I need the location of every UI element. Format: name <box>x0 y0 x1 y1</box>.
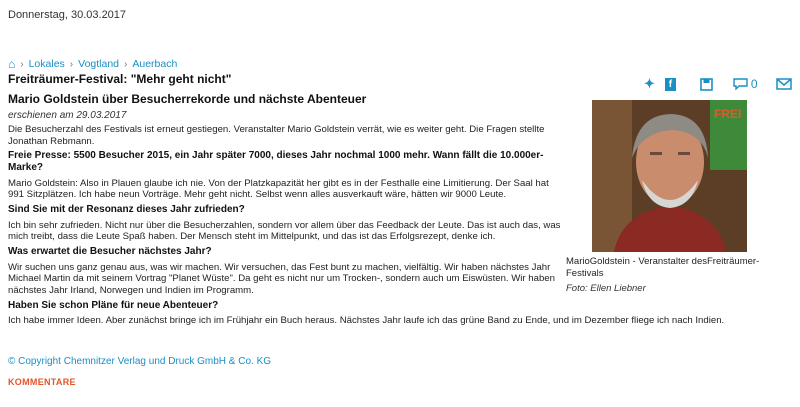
breadcrumb-vogtland[interactable]: Vogtland <box>78 58 120 70</box>
breadcrumb-auerbach[interactable]: Auerbach <box>132 58 178 70</box>
photo-caption: MarioGoldstein - Veranstalter desFreiträumer-Festivals <box>566 256 760 279</box>
interview-question: Freie Presse: 5500 Besucher 2015, ein Jahr später 7000, dieses Jahr nochmal 1000 mehr. Wann fällt die 10.000er-Marke? <box>8 150 544 173</box>
share-toolbar <box>644 76 792 92</box>
facebook-icon[interactable]: f <box>665 78 676 91</box>
photo-sign-text: FREI <box>714 107 742 121</box>
interview-question: Sind Sie mit der Resonanz dieses Jahr zufrieden? <box>8 203 245 215</box>
article-headline: Mario Goldstein über Besucherrekorde und nächste Abenteuer <box>8 92 367 106</box>
comment-count: 0 <box>750 77 758 91</box>
home-icon[interactable]: ⌂ <box>8 57 16 71</box>
breadcrumb-lokales[interactable]: Lokales <box>28 58 65 70</box>
interview-answer: Ich habe immer Ideen. Aber zunächst bringe ich im Frühjahr ein Buch heraus. Nächstes Jahr laufe ich das grüne Band zu Ende, und im Dezember fliege ich nach Indien. <box>8 315 725 327</box>
chevron-right-icon: › <box>69 58 74 70</box>
chevron-right-icon: › <box>124 58 128 70</box>
article-intro: Die Besucherzahl des Festivals ist erneut gestiegen. Veranstalter Mario Goldstein verrät, wie es weiter geht. Die Fragen stellte Jonathan Rebmann. <box>8 124 545 147</box>
article-photo[interactable] <box>592 100 747 252</box>
interview-question: Was erwartet die Besucher nächstes Jahr? <box>8 245 212 257</box>
save-icon[interactable] <box>700 78 713 91</box>
interview-answer: Ich bin sehr zufrieden. Nicht nur über die Besucherzahlen, sondern vor allem über das Feedback der Leute. Das ist auch das, was mich treibt, dass die Leute Spaß haben. Der Mensch steht im Mittelpunkt, und das ist das Erfolgsrezept, denke ich. <box>8 219 561 243</box>
publish-date: erschienen am 29.03.2017 <box>8 110 127 121</box>
comment-button[interactable] <box>733 77 758 91</box>
interview-answer: Wir suchen uns ganz genau aus, was wir machen. Wir versuchen, das Fest bunt zu machen, vielfältig. Wir haben nächstes Jahr Michael Martin da mit seinem Vortrag "Planet Wüste". Da geht es nicht nur um Trocken-, sondern auch um Eiswüsten. Wir haben nächstes Jahr Irland, Norwegen und Indien im Programm. <box>8 261 555 296</box>
interview-question: Haben Sie schon Pläne für neue Abenteuer? <box>8 299 219 311</box>
page-date: Donnerstag, 30.03.2017 <box>8 9 127 21</box>
mail-icon[interactable] <box>776 78 792 90</box>
twitter-icon[interactable]: ✦ <box>644 76 655 91</box>
article-kicker: Freiträumer-Festival: "Mehr geht nicht" <box>8 72 232 86</box>
comment-icon <box>733 78 748 90</box>
portrait-image <box>592 100 747 252</box>
breadcrumb <box>8 57 177 71</box>
interview-answer: Mario Goldstein: Also in Plauen glaube ich nie. Von der Platzkapazität her gibt es in der Festhalle eine Limitierung. Der Saal hat 991 Sitzplätzen. Ich habe neun Vorträge. Mehr geht nicht. Selbst wenn alles ausverkauft wäre, hätten wir 9000 Leute. <box>8 177 549 201</box>
copyright-link[interactable]: © Copyright Chemnitzer Verlag und Druck GmbH & Co. KG <box>8 356 272 367</box>
photo-credit: Foto: Ellen Liebner <box>566 283 646 294</box>
comments-heading[interactable]: KOMMENTARE <box>8 377 76 387</box>
chevron-right-icon: › <box>20 58 24 70</box>
